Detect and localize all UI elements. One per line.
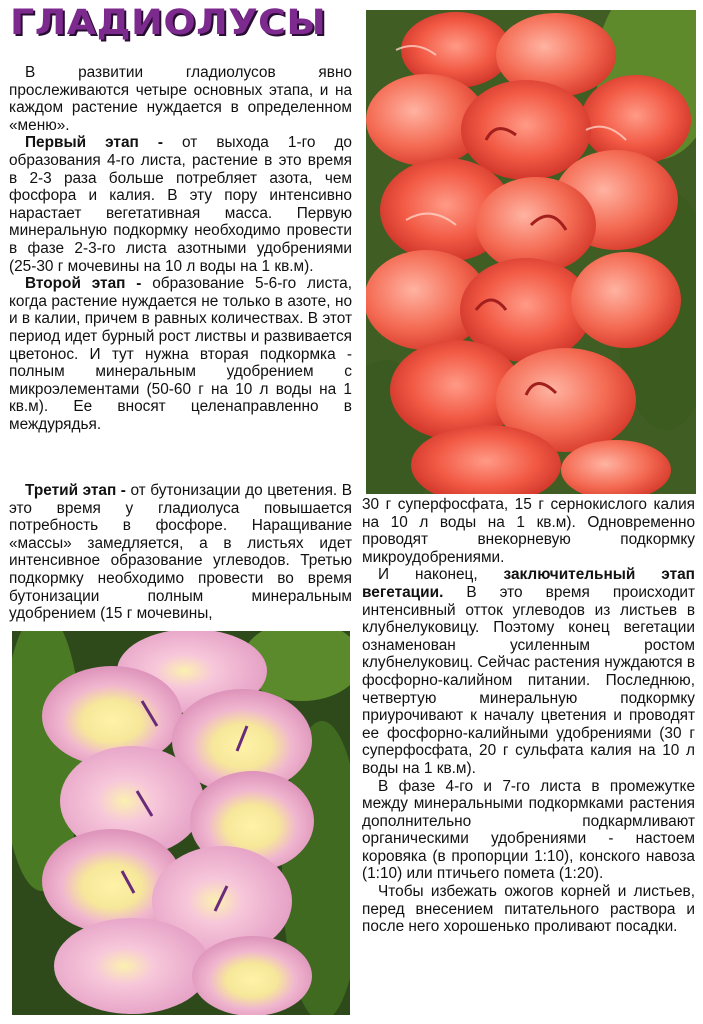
stage1-text: от выхода 1-го до образования 4-го листа, растение в это время в 2-3 раза больше потребляет азота, чем фосфора и калия. В эту пору интенсивно нарастает вегетативная масса. Первую минеральную подкормку необходимо провести в фазе 2-3-го листа азотными удобрениями (25-30 г мочевины на 10 л воды на 1 кв.м).	[9, 134, 352, 275]
stage4-paragraph	[362, 566, 695, 777]
stage2-label: Второй этап -	[25, 275, 142, 293]
left-column-text	[9, 64, 352, 433]
stage3-label: Третий этап -	[25, 482, 126, 499]
intro-paragraph: В развитии гладиолусов явно прослеживаются четыре основных этапа, и на каждом растение нуждается в определенном «меню».	[9, 64, 352, 134]
watering-paragraph: Чтобы избежать ожогов корней и листьев, перед внесением питательного раствора и после него хорошенько проливают посадки.	[362, 883, 695, 936]
stage3-text: от бутонизации до цветения. В это время у гладиолуса повышается потребность в фосфоре. Наращивание «массы» замедляется, а в листьях идет интенсивное образование углеводов. Третью подкормку необходимо провести во время бутонизации полным минеральным удобрением (15 г мочевины,	[9, 482, 352, 623]
stage2-paragraph	[9, 275, 352, 433]
page-title: ГЛАДИОЛУСЫ	[10, 2, 327, 43]
stage3-continuation: 30 г суперфосфата, 15 г сернокислого калия на 10 л воды на 1 кв.м). Одновременно проводят внекорневую подкормку микроудобрениями.	[362, 496, 695, 566]
stage1-label: Первый этап -	[25, 134, 163, 152]
stage1-paragraph	[9, 134, 352, 275]
pink-gladiolus-photo	[12, 631, 350, 1015]
right-column-text	[362, 496, 695, 936]
stage4-prefix: И наконец,	[378, 566, 504, 584]
stage4-label: заключительный этап вегетации.	[362, 566, 695, 601]
red-gladiolus-photo	[366, 10, 696, 494]
stage4-text: В это время происходит интенсивный отток углеводов из листьев в клубнелуковицу. Поэтому конец вегетации ознаменован усиленным ростом клубнелуковиц. Сейчас растения нуждаются в фосфорно-калийном питании. Последнюю, четвертую минеральную подкормку приурочивают к началу цветения и проводят ее фосфорно-калийными удобрениями (30 г суперфосфата, 20 г сульфата калия на 10 л воды на 1 кв.м).	[362, 583, 695, 777]
left-column-text-2	[9, 482, 352, 623]
stage3-paragraph	[9, 482, 352, 623]
stage2-text: образование 5-6-го листа, когда растение нуждается не только в азоте, но и в калии, причем в равных количествах. В этот период идет бурный рост листвы и развивается цветонос. И тут нужна вторая подкормка - полным минеральным удобрением с микроэлементами (50-60 г на 10 л воды на 1 кв.м). Ее вносят целенаправленно в междурядья.	[9, 275, 353, 433]
organic-feeding-paragraph: В фазе 4-го и 7-го листа в промежутке между минеральными подкормками растения дополнительно подкармливают органическими удобрениями - настоем коровяка (в пропорции 1:10), конского навоза (1:10) или птичьего помета (1:20).	[362, 777, 695, 883]
